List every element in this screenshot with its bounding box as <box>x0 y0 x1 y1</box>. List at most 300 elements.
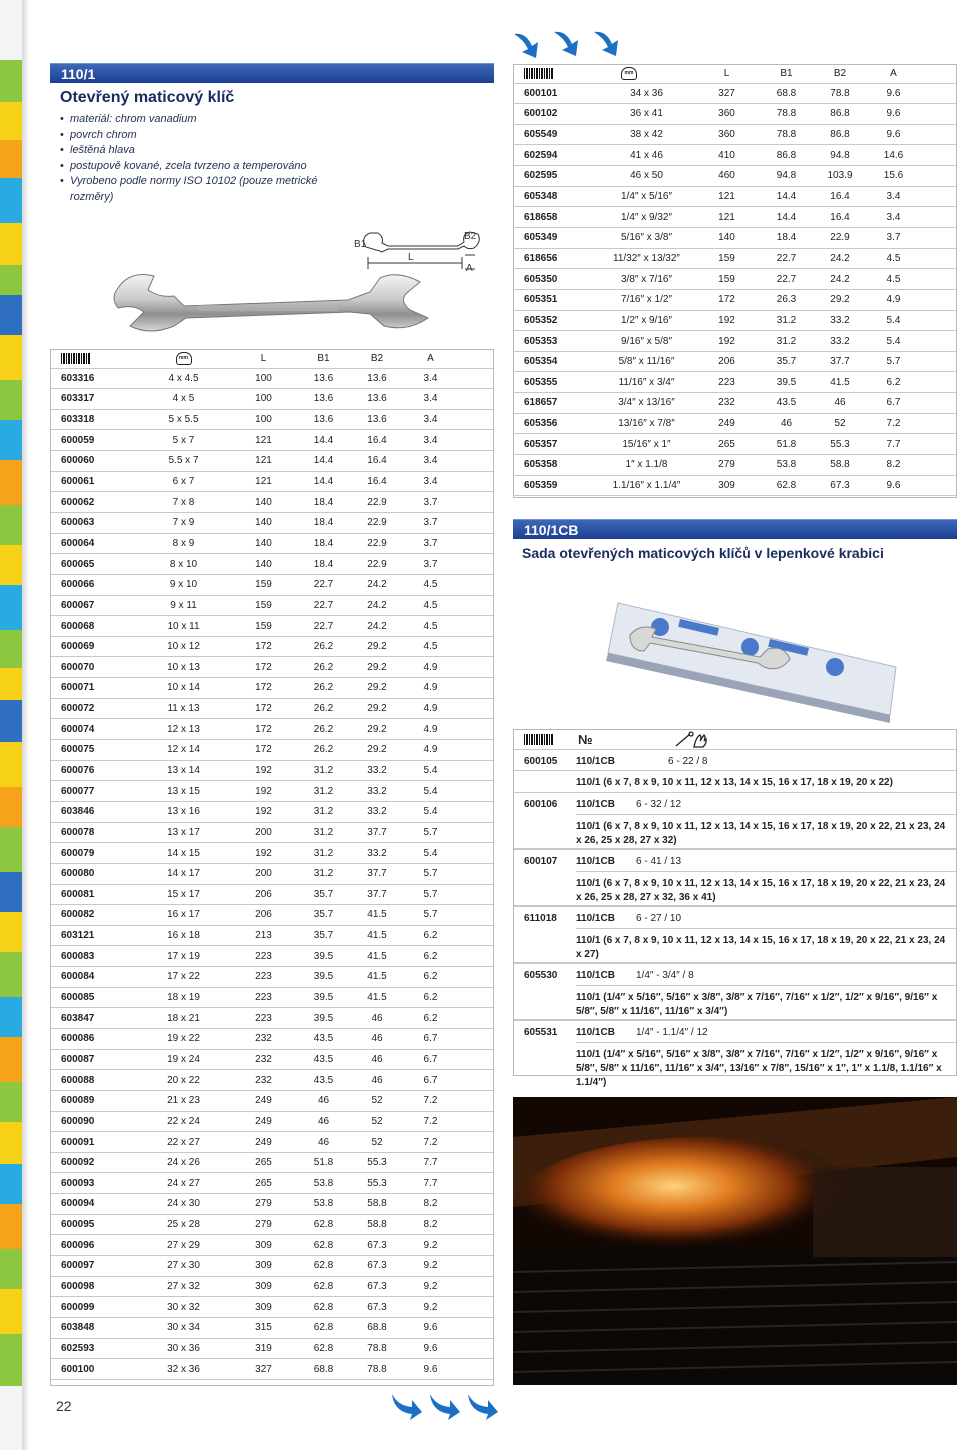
set-code: 605530 <box>524 970 558 981</box>
length-l: 223 <box>231 946 296 967</box>
table-row <box>51 740 493 761</box>
width-b2: 13.6 <box>351 368 403 389</box>
table-row <box>51 657 493 678</box>
size: 11/32″ x 13/32″ <box>599 248 694 269</box>
item-code: 600083 <box>51 946 136 967</box>
length-l: 327 <box>694 83 759 104</box>
feature-item: • materiál: chrom vanadium <box>60 112 320 128</box>
thickness-a: 4.5 <box>403 636 458 657</box>
arrow-icons-top <box>512 28 627 62</box>
item-code: 600086 <box>51 1029 136 1050</box>
diagram-label-b2: B2 <box>464 231 477 242</box>
length-l: 172 <box>231 636 296 657</box>
size: 46 x 50 <box>599 166 694 187</box>
thickness-a: 9.6 <box>403 1338 458 1359</box>
width-b1: 13.6 <box>296 389 351 410</box>
width-b2: 67.3 <box>814 475 866 496</box>
table-row <box>514 227 956 248</box>
table-row <box>514 83 956 104</box>
width-b1: 13.6 <box>296 409 351 430</box>
width-b2: 22.9 <box>351 533 403 554</box>
width-b2: 68.8 <box>351 1317 403 1338</box>
thickness-a: 3.7 <box>403 512 458 533</box>
thickness-a: 6.2 <box>866 372 921 393</box>
set-range: 6 - 27 / 10 <box>636 913 682 924</box>
size: 10 x 14 <box>136 678 231 699</box>
thickness-a: 14.6 <box>866 145 921 166</box>
size: 41 x 46 <box>599 145 694 166</box>
length-l: 232 <box>694 393 759 414</box>
width-b2: 86.8 <box>814 124 866 145</box>
thickness-a: 4.5 <box>866 269 921 290</box>
table-row <box>514 269 956 290</box>
width-b1: 35.7 <box>296 884 351 905</box>
width-b1: 26.2 <box>296 740 351 761</box>
length-l: 172 <box>231 698 296 719</box>
item-code: 603848 <box>51 1317 136 1338</box>
size: 5 x 7 <box>136 430 231 451</box>
item-code: 600075 <box>51 740 136 761</box>
width-b1: 62.8 <box>296 1256 351 1277</box>
length-l: 206 <box>231 884 296 905</box>
thickness-a: 6.7 <box>866 393 921 414</box>
item-code: 605352 <box>514 310 599 331</box>
table-row <box>514 475 956 496</box>
width-b2: 16.4 <box>351 471 403 492</box>
size: 34 x 36 <box>599 83 694 104</box>
length-l: 192 <box>694 310 759 331</box>
set-contents: 110/1 (1/4″ x 5/16″, 5/16″ x 3/8″, 3/8″ x 7/16″, 7/16″ x 1/2″, 1/2″ x 9/16″, 9/16″ x 5/8″, 5/8″ x 11/16″, 11/16″ x 3/4″, 13/16″ x 7/8″, 15/16″ x 1″, 1″ x 1.1/8, 1.1/16″ x 1.1/4″) <box>576 1049 942 1088</box>
col-header-l: L <box>231 350 296 368</box>
size: 20 x 22 <box>136 1070 231 1091</box>
width-b2: 16.4 <box>814 186 866 207</box>
width-b2: 37.7 <box>351 822 403 843</box>
width-b1: 78.8 <box>759 104 814 125</box>
set-row <box>514 750 956 771</box>
table-row <box>51 1029 493 1050</box>
table-row <box>514 413 956 434</box>
page-title: Otevřený maticový klíč <box>60 89 235 106</box>
width-b2: 41.5 <box>351 946 403 967</box>
thickness-a: 3.7 <box>403 492 458 513</box>
set-row <box>514 1020 956 1088</box>
length-l: 121 <box>231 451 296 472</box>
thickness-a: 5.7 <box>866 351 921 372</box>
table-row <box>51 554 493 575</box>
width-b1: 22.7 <box>296 616 351 637</box>
width-b2: 37.7 <box>351 884 403 905</box>
thickness-a: 6.2 <box>403 946 458 967</box>
table-row <box>51 389 493 410</box>
item-code: 600065 <box>51 554 136 575</box>
width-b2: 46 <box>351 1008 403 1029</box>
table-row <box>51 1090 493 1111</box>
thickness-a: 4.9 <box>403 740 458 761</box>
length-l: 319 <box>231 1338 296 1359</box>
table-row <box>51 1111 493 1132</box>
thickness-a: 9.6 <box>866 124 921 145</box>
thickness-a: 3.7 <box>866 227 921 248</box>
set-name: 110/1CB <box>576 856 615 867</box>
size: 21 x 23 <box>136 1090 231 1111</box>
thickness-a: 6.7 <box>403 1049 458 1070</box>
size: 30 x 36 <box>136 1338 231 1359</box>
thickness-a: 7.2 <box>866 413 921 434</box>
width-b1: 62.8 <box>296 1235 351 1256</box>
size: 27 x 30 <box>136 1256 231 1277</box>
thickness-a: 9.6 <box>866 83 921 104</box>
size: 1/4″ x 9/32″ <box>599 207 694 228</box>
thickness-a: 15.6 <box>866 166 921 187</box>
length-l: 100 <box>231 368 296 389</box>
thickness-a: 3.4 <box>403 368 458 389</box>
table-row <box>51 1214 493 1235</box>
size: 10 x 11 <box>136 616 231 637</box>
set-contents: 110/1 (1/4″ x 5/16″, 5/16″ x 3/8″, 3/8″ x 7/16″, 7/16″ x 1/2″, 1/2″ x 9/16″, 9/16″ x 5/8″, 5/8″ x 11/16″, 11/16″ x 3/4″) <box>576 992 938 1017</box>
set-name: 110/1CB <box>576 1027 615 1038</box>
size: 5/16″ x 3/8″ <box>599 227 694 248</box>
table-row <box>51 946 493 967</box>
width-b2: 41.5 <box>814 372 866 393</box>
width-b2: 16.4 <box>351 451 403 472</box>
size: 18 x 21 <box>136 1008 231 1029</box>
table-row <box>514 434 956 455</box>
size: 4 x 4.5 <box>136 368 231 389</box>
width-b1: 22.7 <box>296 574 351 595</box>
width-b1: 62.8 <box>296 1214 351 1235</box>
width-b2: 52 <box>814 413 866 434</box>
width-b1: 51.8 <box>759 434 814 455</box>
item-code: 600099 <box>51 1297 136 1318</box>
item-code: 600096 <box>51 1235 136 1256</box>
thickness-a: 9.6 <box>403 1317 458 1338</box>
width-b2: 22.9 <box>351 492 403 513</box>
width-b2: 46 <box>351 1070 403 1091</box>
length-l: 121 <box>231 471 296 492</box>
item-code: 618657 <box>514 393 599 414</box>
table-row <box>51 574 493 595</box>
length-l: 249 <box>231 1090 296 1111</box>
thickness-a: 6.2 <box>403 967 458 988</box>
length-l: 172 <box>231 678 296 699</box>
length-l: 279 <box>694 455 759 476</box>
table-row <box>51 925 493 946</box>
diagram-label-b1: B1 <box>354 239 367 250</box>
item-code: 600062 <box>51 492 136 513</box>
table-header-row <box>51 350 493 368</box>
width-b1: 46 <box>759 413 814 434</box>
length-l: 223 <box>231 987 296 1008</box>
width-b2: 22.9 <box>814 227 866 248</box>
width-b2: 16.4 <box>814 207 866 228</box>
item-code: 600064 <box>51 533 136 554</box>
item-code: 602595 <box>514 166 599 187</box>
arrow-icon <box>392 1394 422 1420</box>
width-b1: 14.4 <box>759 186 814 207</box>
width-b2: 29.2 <box>351 740 403 761</box>
width-b2: 24.2 <box>351 574 403 595</box>
table-header-row <box>514 65 956 83</box>
length-l: 200 <box>231 863 296 884</box>
width-b2: 41.5 <box>351 967 403 988</box>
length-l: 309 <box>231 1256 296 1277</box>
size: 8 x 9 <box>136 533 231 554</box>
feature-item: • Vyrobeno podle normy ISO 10102 (pouze metrické rozměry) <box>60 174 320 205</box>
size: 7/16″ x 1/2″ <box>599 289 694 310</box>
size: 24 x 26 <box>136 1152 231 1173</box>
width-b2: 29.2 <box>814 289 866 310</box>
size-table-left <box>51 350 493 1380</box>
size: 30 x 34 <box>136 1317 231 1338</box>
width-b2: 13.6 <box>351 389 403 410</box>
width-b1: 46 <box>296 1132 351 1153</box>
size: 9 x 11 <box>136 595 231 616</box>
width-b2: 16.4 <box>351 430 403 451</box>
length-l: 279 <box>231 1194 296 1215</box>
width-b1: 43.5 <box>296 1049 351 1070</box>
arrow-icon <box>468 1394 498 1420</box>
length-l: 192 <box>231 801 296 822</box>
table-row <box>51 636 493 657</box>
length-l: 223 <box>231 1008 296 1029</box>
feature-list <box>60 112 320 205</box>
page-number: 22 <box>56 1398 72 1414</box>
length-l: 206 <box>231 905 296 926</box>
width-b2: 55.3 <box>351 1173 403 1194</box>
thickness-a: 3.4 <box>403 389 458 410</box>
item-code: 600079 <box>51 843 136 864</box>
table-row <box>51 471 493 492</box>
width-b2: 22.9 <box>351 512 403 533</box>
width-b1: 18.4 <box>296 512 351 533</box>
width-b1: 18.4 <box>296 492 351 513</box>
item-code: 618658 <box>514 207 599 228</box>
length-l: 206 <box>694 351 759 372</box>
width-b1: 94.8 <box>759 166 814 187</box>
table-row <box>51 967 493 988</box>
size: 15 x 17 <box>136 884 231 905</box>
length-l: 232 <box>231 1070 296 1091</box>
item-code: 603316 <box>51 368 136 389</box>
item-code: 600091 <box>51 1132 136 1153</box>
item-code: 600095 <box>51 1214 136 1235</box>
length-l: 309 <box>231 1235 296 1256</box>
width-b2: 29.2 <box>351 636 403 657</box>
width-b2: 67.3 <box>351 1235 403 1256</box>
width-b1: 68.8 <box>759 83 814 104</box>
width-b1: 43.5 <box>296 1070 351 1091</box>
item-code: 600098 <box>51 1276 136 1297</box>
width-b1: 18.4 <box>296 533 351 554</box>
table-row <box>51 1173 493 1194</box>
set-code: 605531 <box>524 1027 558 1038</box>
width-b1: 18.4 <box>759 227 814 248</box>
set-range: 6 - 22 / 8 <box>668 756 708 767</box>
size: 7 x 9 <box>136 512 231 533</box>
table-row <box>514 351 956 372</box>
size: 3/8″ x 7/16″ <box>599 269 694 290</box>
width-b1: 35.7 <box>759 351 814 372</box>
thickness-a: 6.2 <box>403 1008 458 1029</box>
table-row <box>51 492 493 513</box>
col-header-b2: B2 <box>814 65 866 83</box>
item-code: 600085 <box>51 987 136 1008</box>
width-b1: 62.8 <box>296 1276 351 1297</box>
size: 19 x 24 <box>136 1049 231 1070</box>
size: 16 x 18 <box>136 925 231 946</box>
width-b2: 52 <box>351 1090 403 1111</box>
wrench-image <box>108 268 438 338</box>
width-b2: 94.8 <box>814 145 866 166</box>
thickness-a: 5.4 <box>866 310 921 331</box>
size: 4 x 5 <box>136 389 231 410</box>
width-b1: 14.4 <box>296 471 351 492</box>
width-b2: 37.7 <box>351 863 403 884</box>
thickness-a: 6.7 <box>403 1029 458 1050</box>
width-b1: 43.5 <box>296 1029 351 1050</box>
size: 1″ x 1.1/8 <box>599 455 694 476</box>
set-code: 600107 <box>524 856 558 867</box>
thickness-a: 3.4 <box>403 409 458 430</box>
length-l: 192 <box>231 760 296 781</box>
item-code: 600090 <box>51 1111 136 1132</box>
width-b2: 33.2 <box>351 843 403 864</box>
width-b1: 31.2 <box>296 760 351 781</box>
number-sign: № <box>578 732 593 747</box>
table-row <box>514 393 956 414</box>
width-b2: 24.2 <box>814 269 866 290</box>
width-b2: 78.8 <box>351 1359 403 1380</box>
width-b1: 62.8 <box>296 1297 351 1318</box>
width-b1: 22.7 <box>296 595 351 616</box>
width-b1: 35.7 <box>296 905 351 926</box>
width-b2: 41.5 <box>351 987 403 1008</box>
length-l: 309 <box>231 1297 296 1318</box>
item-code: 600071 <box>51 678 136 699</box>
table-row <box>51 533 493 554</box>
item-code: 600080 <box>51 863 136 884</box>
thickness-a: 9.2 <box>403 1297 458 1318</box>
size: 22 x 27 <box>136 1132 231 1153</box>
length-l: 140 <box>694 227 759 248</box>
box-image <box>600 595 900 725</box>
width-b1: 35.7 <box>296 925 351 946</box>
width-b1: 26.2 <box>296 657 351 678</box>
thickness-a: 8.2 <box>403 1194 458 1215</box>
table-row <box>51 1317 493 1338</box>
col-header-l: L <box>694 65 759 83</box>
table-row <box>51 1070 493 1091</box>
table-row <box>514 372 956 393</box>
feature-item: • povrch chrom <box>60 128 320 144</box>
item-code: 600070 <box>51 657 136 678</box>
length-l: 192 <box>231 781 296 802</box>
thickness-a: 3.7 <box>403 554 458 575</box>
width-b1: 53.8 <box>296 1194 351 1215</box>
width-b2: 67.3 <box>351 1256 403 1277</box>
item-code: 605354 <box>514 351 599 372</box>
item-code: 600076 <box>51 760 136 781</box>
width-b1: 31.2 <box>296 801 351 822</box>
width-b2: 58.8 <box>351 1194 403 1215</box>
item-code: 605355 <box>514 372 599 393</box>
width-b2: 33.2 <box>351 781 403 802</box>
thickness-a: 4.5 <box>403 595 458 616</box>
width-b2: 33.2 <box>351 760 403 781</box>
set-name: 110/1CB <box>576 970 615 981</box>
table-row <box>51 822 493 843</box>
barcode-icon <box>524 734 554 745</box>
thickness-a: 5.4 <box>866 331 921 352</box>
width-b2: 86.8 <box>814 104 866 125</box>
size: 1/4″ x 5/16″ <box>599 186 694 207</box>
set-row <box>514 963 956 1020</box>
item-code: 600077 <box>51 781 136 802</box>
length-l: 121 <box>231 430 296 451</box>
thickness-a: 8.2 <box>866 455 921 476</box>
size: 15/16″ x 1″ <box>599 434 694 455</box>
length-l: 192 <box>231 843 296 864</box>
thickness-a: 6.7 <box>403 1070 458 1091</box>
length-l: 140 <box>231 512 296 533</box>
width-b1: 18.4 <box>296 554 351 575</box>
length-l: 140 <box>231 554 296 575</box>
table-row <box>51 698 493 719</box>
width-b1: 46 <box>296 1111 351 1132</box>
width-b2: 46 <box>351 1029 403 1050</box>
item-code: 600097 <box>51 1256 136 1277</box>
width-b1: 39.5 <box>759 372 814 393</box>
item-code: 605359 <box>514 475 599 496</box>
table-row <box>51 781 493 802</box>
size: 36 x 41 <box>599 104 694 125</box>
section-header-110-1cb: 110/1CB <box>513 519 957 539</box>
item-code: 600063 <box>51 512 136 533</box>
length-l: 172 <box>231 657 296 678</box>
size: 32 x 36 <box>136 1359 231 1380</box>
set-name: 110/1CB <box>576 799 615 810</box>
thickness-a: 9.6 <box>866 475 921 496</box>
length-l: 360 <box>694 104 759 125</box>
width-b1: 62.8 <box>296 1317 351 1338</box>
length-l: 159 <box>231 616 296 637</box>
size: 13 x 17 <box>136 822 231 843</box>
set-code: 611018 <box>524 913 557 924</box>
width-b2: 67.3 <box>351 1276 403 1297</box>
length-l: 140 <box>231 533 296 554</box>
set-contents: 110/1 (6 x 7, 8 x 9, 10 x 11, 12 x 13, 14 x 15, 16 x 17, 18 x 19, 20 x 22, 21 x 23, 24 x 26, 25 x 28, 27 x 32) <box>576 821 946 846</box>
feature-item: • leštěná hlava <box>60 143 320 159</box>
length-l: 140 <box>231 492 296 513</box>
width-b1: 53.8 <box>296 1173 351 1194</box>
width-b1: 39.5 <box>296 987 351 1008</box>
length-l: 309 <box>694 475 759 496</box>
length-l: 249 <box>231 1132 296 1153</box>
width-b1: 31.2 <box>296 843 351 864</box>
size: 10 x 13 <box>136 657 231 678</box>
page-edge <box>22 0 28 1450</box>
item-code: 600078 <box>51 822 136 843</box>
thickness-a: 4.9 <box>403 678 458 699</box>
length-l: 172 <box>694 289 759 310</box>
width-b2: 22.9 <box>351 554 403 575</box>
item-code: 605353 <box>514 331 599 352</box>
item-code: 603317 <box>51 389 136 410</box>
size: 3/4″ x 13/16″ <box>599 393 694 414</box>
item-code: 602594 <box>514 145 599 166</box>
width-b1: 62.8 <box>296 1338 351 1359</box>
table-row <box>51 843 493 864</box>
